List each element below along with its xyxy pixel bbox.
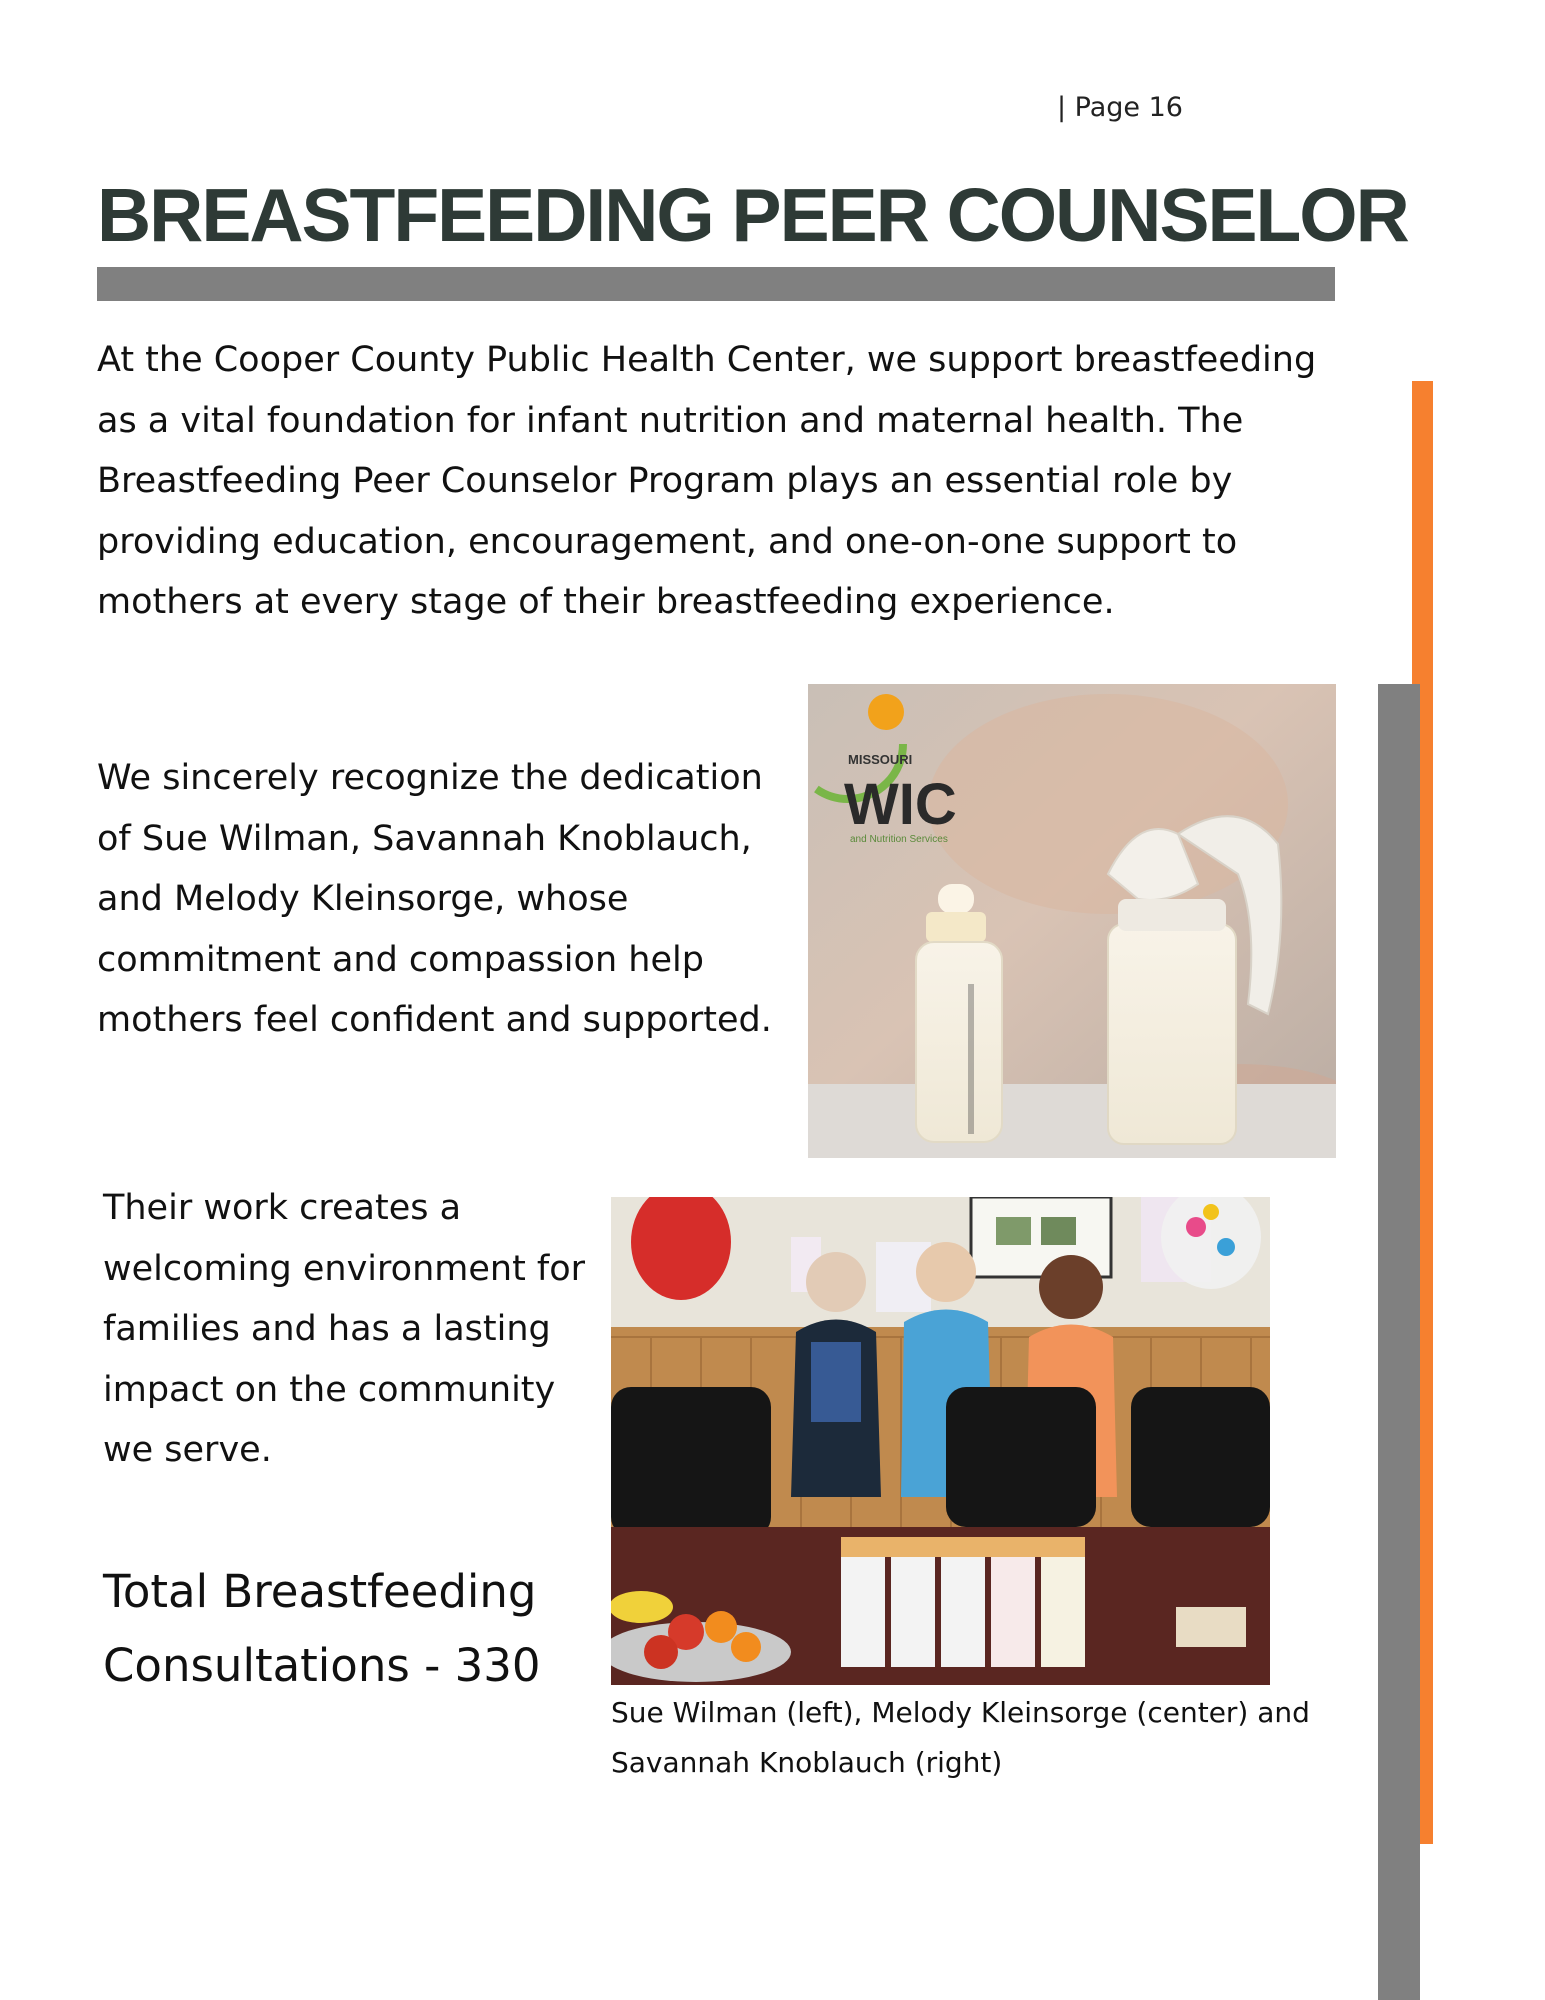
photo-caption: Sue Wilman (left), Melody Kleinsorge (center) and Savannah Knoblauch (right): [611, 1696, 1310, 1779]
wic-logo-subtext: and Nutrition Services: [850, 834, 948, 845]
staff-group-photo: [611, 1197, 1270, 1685]
wic-logo-text: WIC: [844, 772, 957, 837]
gray-accent-bar: [1378, 684, 1420, 2000]
wic-breast-pump-photo: [808, 684, 1336, 1158]
wic-logo-top-text: MISSOURI: [848, 752, 913, 767]
impact-paragraph: Their work creates a welcoming environment for families and has a lasting impact on the community we serve.: [103, 1188, 586, 1470]
page-title: BREASTFEEDING PEER COUNSELOR: [97, 173, 1408, 257]
title-divider: [97, 267, 1335, 301]
page-number: | Page 16: [1057, 92, 1183, 123]
total-consultations: Total Breastfeeding Consultations - 330: [103, 1565, 541, 1692]
recognition-paragraph: We sincerely recognize the dedication of Sue Wilman, Savannah Knoblauch, and Melody Kleinsorge, whose commitment and compassion help mothers feel confident and supported.: [97, 758, 772, 1040]
intro-paragraph: At the Cooper County Public Health Center, we support breastfeeding as a vital foundation for infant nutrition and maternal health. The Breastfeeding Peer Counselor Program plays an essential role by providing education, encouragement, and one-on-one support to mothers at every stage of their breastfeeding experience.: [97, 340, 1317, 622]
